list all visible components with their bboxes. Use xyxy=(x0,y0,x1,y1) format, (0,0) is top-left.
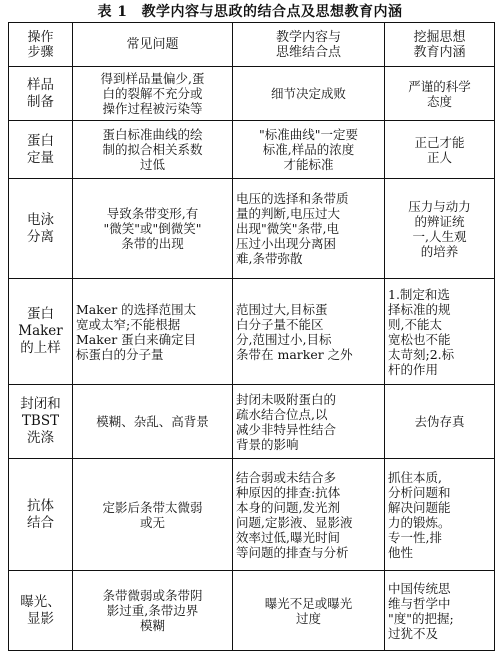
header-value: 挖掘思想 教育内涵 xyxy=(385,23,495,67)
content-cell: 范围过大,目标蛋 白分子量不能区 分,范围过小,目标 条带在 marker 之外 xyxy=(233,279,385,385)
table-caption xyxy=(0,0,500,22)
header-problem: 常见问题 xyxy=(73,23,233,67)
value-cell: 严谨的科学 态度 xyxy=(385,67,495,121)
problem-cell: 蛋白标准曲线的绘 制的拟合相关系数 过低 xyxy=(73,121,233,179)
table-row xyxy=(9,179,495,279)
content-cell: 电压的选择和条带质 量的判断,电压过大 出现"微笑"条带,电 压过小出现分离困 难,条带弥散 xyxy=(233,179,385,279)
problem-cell: 导致条带变形,有 "微笑"或"倒微笑" 条带的出现 xyxy=(73,179,233,279)
value-cell: 压力与动力 的辨证统 一,人生观 的培养 xyxy=(385,179,495,279)
content-cell: 封闭未吸附蛋白的 疏水结合位点,以 减少非特异性结合 背景的影响 xyxy=(233,385,385,459)
table-row xyxy=(9,67,495,121)
value-cell: 1.制定和选 择标准的规 则,不能太 宽松也不能 太苛刻;2.标 杆的作用 xyxy=(385,279,495,385)
header-content: 教学内容与 思维结合点 xyxy=(233,23,385,67)
step-cell: 封闭和 TBST 洗涤 xyxy=(9,385,73,459)
problem-cell: 得到样品量偏少,蛋 白的裂解不充分或 操作过程被污染等 xyxy=(73,67,233,121)
step-cell: 样品 制备 xyxy=(9,67,73,121)
step-cell: 曝光、 显影 xyxy=(9,571,73,651)
header-step: 操作 步骤 xyxy=(9,23,73,67)
table-row xyxy=(9,279,495,385)
problem-cell: 模糊、杂乱、高背景 xyxy=(73,385,233,459)
table-row xyxy=(9,571,495,651)
problem-cell: 条带微弱或条带阴 影过重,条带边界 模糊 xyxy=(73,571,233,651)
content-cell: 细节决定成败 xyxy=(233,67,385,121)
step-cell: 蛋白 定量 xyxy=(9,121,73,179)
problem-cell: Maker 的选择范围太 宽或太窄;不能根据 Maker 蛋白来确定目 标蛋白的分子量 xyxy=(73,279,233,385)
header-row xyxy=(9,23,495,67)
step-cell: 电泳 分离 xyxy=(9,179,73,279)
table-title: 教学内容与思政的结合点及思想教育内涵 xyxy=(141,4,403,20)
table-row xyxy=(9,121,495,179)
value-cell: 正己才能 正人 xyxy=(385,121,495,179)
content-cell: "标准曲线"一定要 标准,样品的浓度 才能标准 xyxy=(233,121,385,179)
content-table xyxy=(8,22,495,651)
content-cell: 结合弱或未结合多 种原因的排查:抗体 本身的问题,发光剂 问题,定影液、显影液 效率过低,曝光时间 等问题的排查与分析 xyxy=(233,459,385,571)
table-number: 表 1 xyxy=(97,4,128,20)
table-row xyxy=(9,385,495,459)
step-cell: 蛋白 Maker 的上样 xyxy=(9,279,73,385)
value-cell: 抓住本质, 分析问题和 解决问题能 力的锻炼。 专一性,排 他性 xyxy=(385,459,495,571)
content-cell: 曝光不足或曝光 过度 xyxy=(233,571,385,651)
problem-cell: 定影后条带太微弱 或无 xyxy=(73,459,233,571)
value-cell: 中国传统思 维与哲学中 "度"的把握; 过犹不及 xyxy=(385,571,495,651)
table-row xyxy=(9,459,495,571)
step-cell: 抗体 结合 xyxy=(9,459,73,571)
value-cell: 去伪存真 xyxy=(385,385,495,459)
